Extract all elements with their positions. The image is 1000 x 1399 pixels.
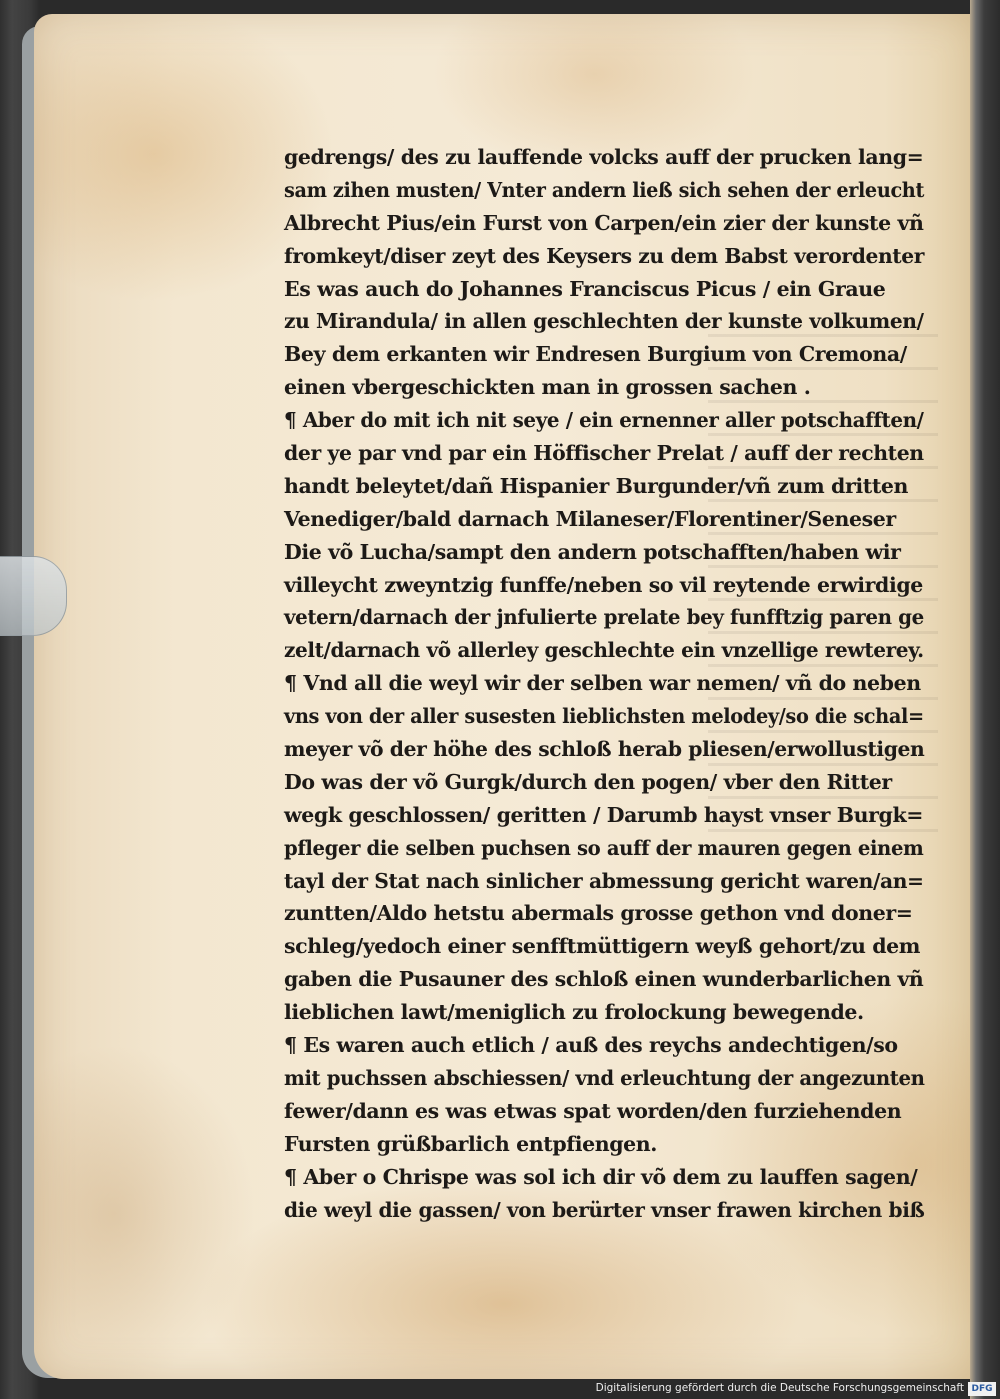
text-line: einen vbergeschickten man in grossen sachen . [284,375,811,400]
book-page [34,14,978,1379]
book-edge [970,0,1000,1399]
text-line: Albrecht Pius/ein Furst von Carpen/ein zier der kunste vñ [284,210,924,235]
text-line: zelt/darnach võ allerley geschlechte ein vnzellige rewterey. [284,638,924,663]
text-line: lieblichen lawt/meniglich zu frolockung bewegende. [284,1000,864,1025]
text-line: vetern/darnach der jnfulierte prelate bey funfftzig paren ge [284,605,924,630]
text-line: gedrengs/ des zu lauffende volcks auff der prucken lang= [284,145,924,169]
text-line: zuntten/Aldo hetstu abermals grosse gethon vnd doner= [284,901,913,926]
text-line: meyer võ der höhe des schloß herab pliesen/erwollustigen [284,737,925,762]
text-line: vns von der aller susesten lieblichsten melodey/so die schal= [284,704,924,729]
text-line: tayl der Stat nach sinlicher abmessung gericht waren/an= [284,868,924,893]
text-line: Es was auch do Johannes Franciscus Picus / ein Graue [284,276,886,301]
text-line: Venediger/bald darnach Milaneser/Florentiner/Seneser [284,506,896,531]
text-line: fromkeyt/diser zeyt des Keysers zu dem Babst verordenter [284,243,925,268]
text-line: wegk geschlossen/ geritten / Darumb hayst vnser Burgk= [284,802,924,827]
text-line: pfleger die selben puchsen so auff der mauren gegen einem [284,835,924,860]
page-clip [0,556,67,636]
text-line: handt beleytet/dañ Hispanier Burgunder/vñ zum dritten [284,473,909,498]
text-line: villeycht zweyntzig funffe/neben so vil reytende erwirdige [284,572,923,597]
text-line: gaben die Pusauner des schloß einen wunderbarlichen vñ [284,967,924,992]
text-line: mit puchssen abschiessen/ vnd erleuchtung der angezunten [284,1065,925,1090]
dfg-logo: DFG [968,1382,996,1396]
text-line: Bey dem erkanten wir Endresen Burgium von Cremona/ [284,342,907,367]
text-line: ¶ Aber do mit ich nit seye / ein ernenner aller potschafften/ [284,408,924,433]
text-line: Die võ Lucha/sampt den andern potschafften/haben wir [284,539,901,564]
text-line: der ye par vnd par ein Höffischer Prelat / auff der rechten [284,441,924,466]
text-line: ¶ Vnd all die weyl wir der selben war nemen/ vñ do neben [284,671,921,696]
text-line: ¶ Es waren auch etlich / auß des reychs andechtigen/so [284,1033,898,1058]
text-line: die weyl die gassen/ von berürter vnser frawen kirchen biß [284,1197,925,1222]
text-line: Fursten grüßbarlich entpfiengen. [284,1131,658,1156]
text-line: sam zihen musten/ Vnter andern ließ sich sehen der erleucht [284,177,924,202]
text-block [284,141,924,1226]
text-line: Do was der võ Gurgk/durch den pogen/ vber den Ritter [284,769,892,794]
text-line: ¶ Aber o Chrispe was sol ich dir võ dem zu lauffen sagen/ [284,1164,918,1189]
text-line: schleg/yedoch einer senfftmüttigern weyß gehort/zu dem [284,934,921,959]
text-line: fewer/dann es was etwas spat worden/den furziehenden [284,1098,902,1123]
text-line: zu Mirandula/ in allen geschlechten der kunste volkumen/ [284,309,924,334]
digitization-credit: Digitalisierung gefördert durch die Deutsche Forschungsgemeinschaft [595,1382,964,1394]
